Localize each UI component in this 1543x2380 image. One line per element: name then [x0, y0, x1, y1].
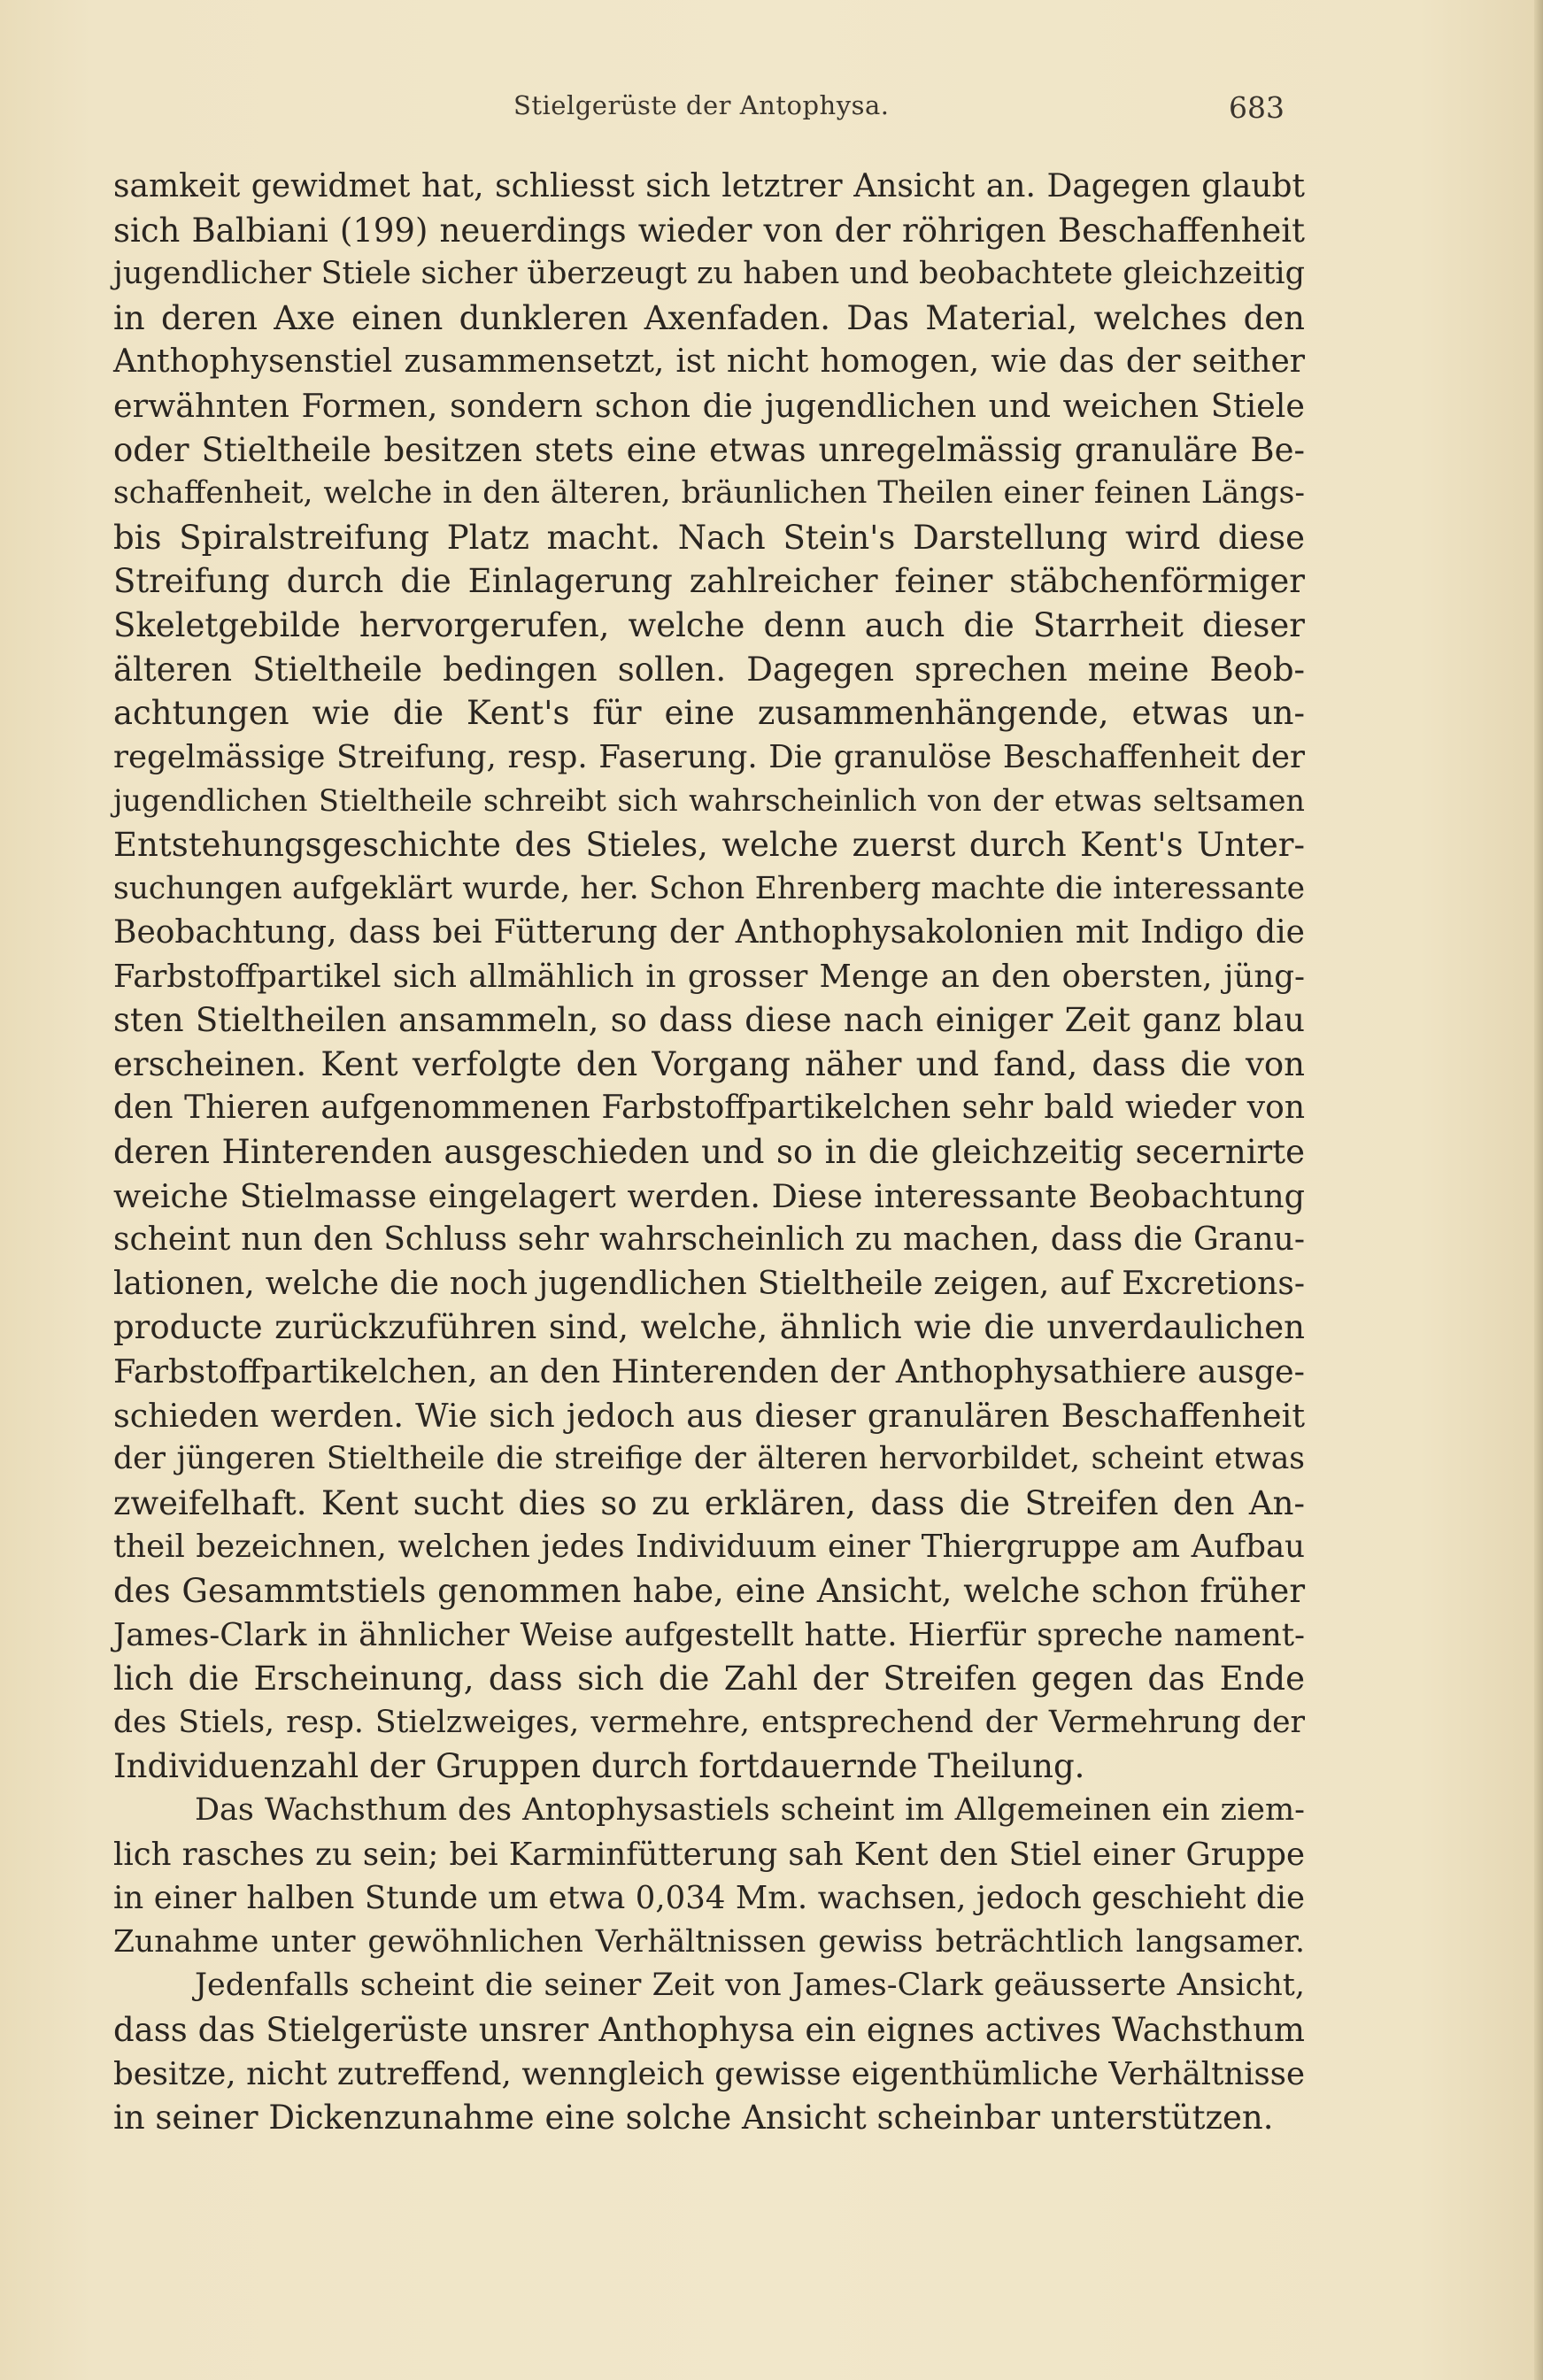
- text-line: erwähnten Formen, sondern schon die jugendlichen und weichen Stiele: [113, 386, 1305, 425]
- text-line: weiche Stielmasse eingelagert werden. Diese interessante Beobachtung: [113, 1176, 1305, 1215]
- text-line: schaffenheit, welche in den älteren, bräunlichen Theilen einer feinen Längs-: [113, 475, 1305, 512]
- text-line: schieden werden. Wie sich jedoch aus dieser granulären Beschaffenheit: [113, 1396, 1305, 1435]
- text-line: älteren Stieltheile bedingen sollen. Dagegen sprechen meine Beob-: [113, 650, 1305, 689]
- text-line: dass das Stielgerüste unsrer Anthophysa ein eignes actives Wachsthum: [113, 2010, 1305, 2049]
- text-line: in deren Axe einen dunkleren Axenfaden. Das Material, welches den: [113, 298, 1305, 337]
- text-line: Entstehungsgeschichte des Stieles, welche zuerst durch Kent's Unter-: [113, 825, 1305, 864]
- text-line: bis Spiralstreifung Platz macht. Nach Stein's Darstellung wird diese: [113, 518, 1305, 557]
- text-line: lationen, welche die noch jugendlichen Stieltheile zeigen, auf Excretions-: [113, 1265, 1305, 1302]
- text-line: Zunahme unter gewöhnlichen Verhältnissen gewiss beträchtlich langsamer.: [113, 1923, 1305, 1960]
- paragraph-first-line: Jedenfalls scheint die seiner Zeit von James-Clark geäusserte Ansicht,: [195, 1968, 1305, 2004]
- text-line: deren Hinterenden ausgeschieden und so in die gleichzeitig secernirte: [113, 1133, 1305, 1172]
- text-line: Streifung durch die Einlagerung zahlreicher feiner stäbchenförmiger: [113, 562, 1305, 601]
- text-line: in seiner Dickenzunahme eine solche Ansicht scheinbar unterstützen.: [113, 2099, 1274, 2137]
- text-line: suchungen aufgeklärt wurde, her. Schon Ehrenberg machte die interessante: [113, 870, 1305, 906]
- text-line: Individuenzahl der Gruppen durch fortdauernde Theilung.: [113, 1747, 1085, 1786]
- text-line: besitze, nicht zutreffend, wenngleich gewisse eigenthümliche Verhältnisse: [113, 2055, 1305, 2092]
- text-line: Skeletgebilde hervorgerufen, welche denn auch die Starrheit dieser: [113, 605, 1305, 644]
- text-line: zweifelhaft. Kent sucht dies so zu erklären, dass die Streifen den An-: [113, 1483, 1305, 1522]
- text-line: in einer halben Stunde um etwa 0,034 Mm. wachsen, jedoch geschieht die: [113, 1880, 1305, 1917]
- text-line: producte zurückzuführen sind, welche, ähnlich wie die unverdaulichen: [113, 1308, 1305, 1347]
- text-line: des Gesammtstiels genommen habe, eine Ansicht, welche schon früher: [113, 1572, 1305, 1610]
- text-line: theil bezeichnen, welchen jedes Individuum einer Thiergruppe am Aufbau: [113, 1529, 1305, 1566]
- text-line: achtungen wie die Kent's für eine zusammenhängende, etwas un-: [113, 694, 1305, 733]
- text-line: samkeit gewidmet hat, schliesst sich letztrer Ansicht an. Dagegen glaubt: [113, 168, 1305, 204]
- paragraph-first-line: Das Wachsthum des Antophysastiels scheint im Allgemeinen ein ziem-: [195, 1791, 1305, 1828]
- text-line: jugendlicher Stiele sicher überzeugt zu haben und beobachtete gleichzeitig: [113, 256, 1305, 292]
- text-line: Farbstoffpartikel sich allmählich in grosser Menge an den obersten, jüng-: [113, 958, 1305, 995]
- text-line: oder Stieltheile besitzen stets eine etwas unregelmässig granuläre Be-: [113, 430, 1305, 469]
- page-number: 683: [1229, 90, 1285, 125]
- page-edge: [1534, 0, 1543, 2380]
- text-line: scheint nun den Schluss sehr wahrscheinlich zu machen, dass die Granu-: [113, 1221, 1305, 1259]
- running-title: Stielgerüste der Antophysa.: [513, 90, 890, 120]
- text-line: Beobachtung, dass bei Fütterung der Anthophysakolonien mit Indigo die: [113, 914, 1305, 951]
- text-line: den Thieren aufgenommenen Farbstoffpartikelchen sehr bald wieder von: [113, 1090, 1305, 1127]
- text-line: der jüngeren Stieltheile die streifige der älteren hervorbildet, scheint etwas: [113, 1441, 1305, 1477]
- text-line: Anthophysenstiel zusammensetzt, ist nicht homogen, wie das der seither: [113, 343, 1305, 381]
- text-line: James-Clark in ähnlicher Weise aufgestellt hatte. Hierfür spreche nament-: [113, 1616, 1305, 1653]
- text-line: erscheinen. Kent verfolgte den Vorgang näher und fand, dass die von: [113, 1044, 1305, 1083]
- text-line: lich die Erscheinung, dass sich die Zahl der Streifen gegen das Ende: [113, 1660, 1305, 1698]
- text-line: sten Stieltheilen ansammeln, so dass diese nach einiger Zeit ganz blau: [113, 1001, 1305, 1040]
- running-head: [0, 90, 1543, 135]
- body-text: [113, 165, 1305, 2140]
- text-line: sich Balbiani (199) neuerdings wieder von der röhrigen Beschaffenheit: [113, 211, 1305, 250]
- text-line: des Stiels, resp. Stielzweiges, vermehre, entsprechend der Vermehrung der: [113, 1704, 1305, 1740]
- text-line: regelmässige Streifung, resp. Faserung. Die granulöse Beschaffenheit der: [113, 738, 1305, 775]
- text-line: Farbstoffpartikelchen, an den Hinterenden der Anthophysathiere ausge-: [113, 1352, 1305, 1391]
- text-line: lich rasches zu sein; bei Karminfütterung sah Kent den Stiel einer Gruppe: [113, 1836, 1305, 1873]
- text-line: jugendlichen Stieltheile schreibt sich wahrscheinlich von der etwas seltsamen: [113, 783, 1305, 819]
